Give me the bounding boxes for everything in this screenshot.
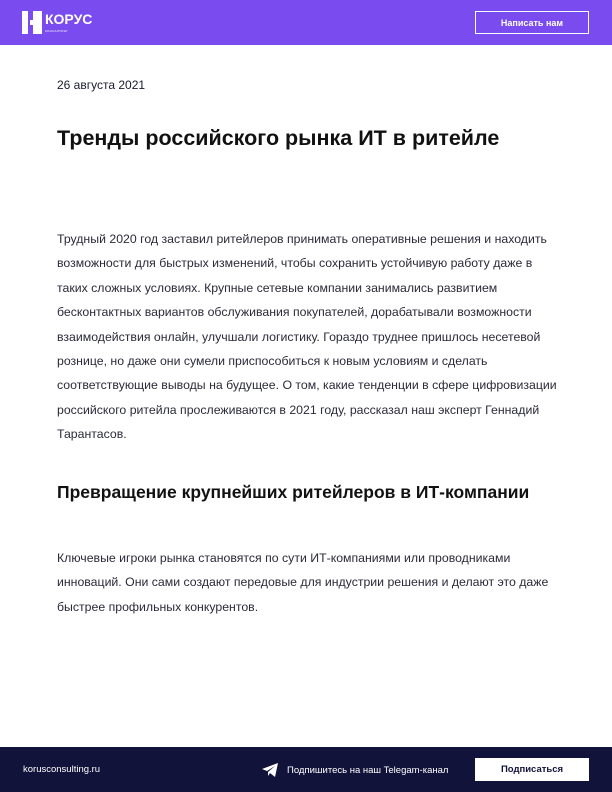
telegram-text: Подпишитесь на наш Telegam-канал <box>287 764 449 776</box>
contact-us-button[interactable]: Написать нам <box>475 11 589 34</box>
section-text: Ключевые игроки рынка становятся по сути ИТ-компаниями или проводниками инноваций. Они сами создают передовые для индустрии решения и делают это даже быстрее профильных конкурентов. <box>57 551 549 614</box>
article-title: Тренды российского рынка ИТ в ритейле <box>57 126 500 150</box>
article-intro: Трудный 2020 год заставил ритейлеров принимать оперативные решения и находить возможности для быстрых изменений, чтобы сохранить устойчивую работу даже в таких сложных условиях. Крупные сетевые компании занимались развитием бесконтактных вариантов обслуживания покупателей, дорабатывали возможности взаимодействия онлайн, улучшали логистику. Гораздо труднее пришлось несетевой рознице, но даже они сумели приспособиться к новым условиям и сделать соответствующие выводы на будущее. О том, какие тенденции в сфере цифровизации российского ритейла прослеживаются в 2021 году, рассказал наш эксперт Геннадий Тарантасов. <box>57 232 557 442</box>
article-date: 26 августа 2021 <box>57 78 146 92</box>
header <box>0 0 612 45</box>
logo-mark-icon <box>22 11 42 34</box>
logo-subtext: КОНСАЛТИНГ <box>45 29 69 33</box>
telegram-promo[interactable] <box>262 763 448 777</box>
logo-text: КОРУС <box>45 11 93 27</box>
korus-logo[interactable] <box>22 11 92 34</box>
subscribe-button[interactable]: Подписаться <box>475 758 589 781</box>
section-title: Превращение крупнейших ритейлеров в ИТ-компании <box>57 482 530 502</box>
footer <box>0 747 612 792</box>
telegram-icon <box>262 763 278 777</box>
site-link[interactable]: korusconsulting.ru <box>23 764 101 775</box>
